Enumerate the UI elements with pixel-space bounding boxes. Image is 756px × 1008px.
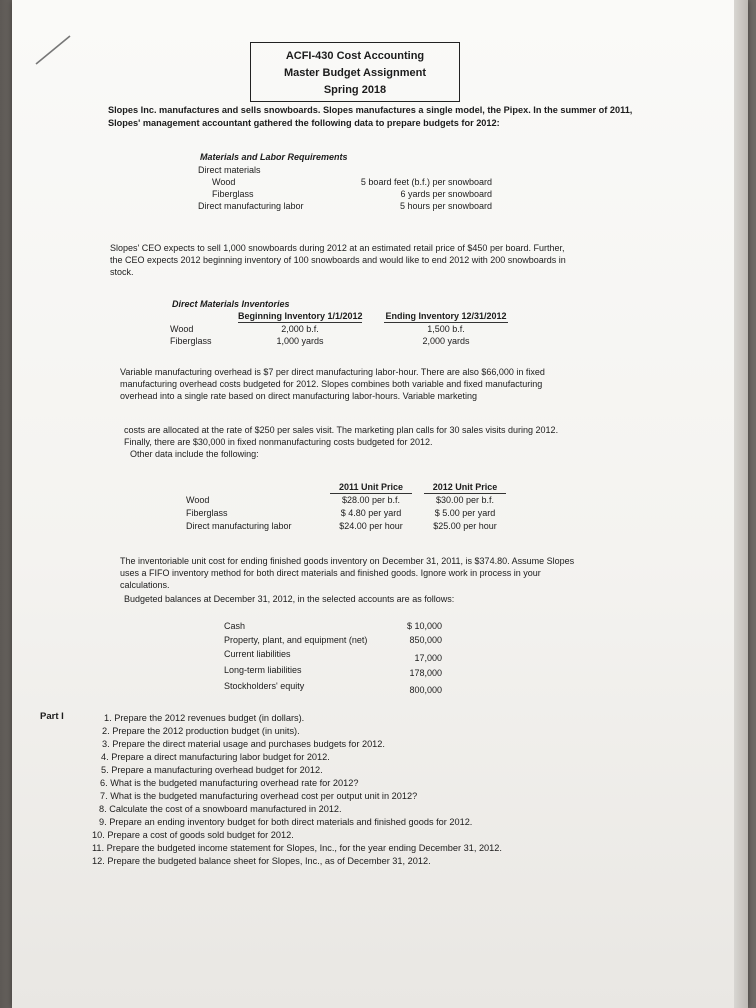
balance-row-equity-label: Stockholders' equity xyxy=(224,681,305,691)
document-page xyxy=(12,0,748,1008)
price-row-wood-2012: $30.00 per b.f. xyxy=(435,495,495,505)
assignment-title: Master Budget Assignment xyxy=(283,67,426,79)
balances-intro: Budgeted balances at December 31, 2012, in the selected accounts are as follows: xyxy=(124,594,455,604)
price-row-labor-2012: $25.00 per hour xyxy=(433,521,497,531)
price-row-fiberglass-2012: $ 5.00 per yard xyxy=(434,508,496,518)
pencil-check-mark xyxy=(34,34,74,68)
ceo-paragraph: Slopes' CEO expects to sell 1,000 snowboards during 2012 at an estimated retail price of $450 per board. Further, the CEO expects 2012 beginning inventory of 100 snowboards and would like to end 2012 with 200 snowboards in stock. xyxy=(110,243,566,277)
dm-row-fiberglass-label: Fiberglass xyxy=(170,336,212,346)
price-row-wood-label: Wood xyxy=(186,495,210,505)
page-edge xyxy=(734,0,748,1008)
balance-row-cash-label: Cash xyxy=(224,621,246,631)
task-item: 10. Prepare a cost of goods sold budget for 2012. xyxy=(92,830,294,840)
task-item: 4. Prepare a direct manufacturing labor budget for 2012. xyxy=(101,752,330,762)
ml-row-labor-value: 5 hours per snowboard xyxy=(399,201,492,211)
task-item: 12. Prepare the budgeted balance sheet for Slopes, Inc., as of December 31, 2012. xyxy=(92,856,431,866)
price-col-2011: 2011 Unit Price xyxy=(330,481,412,494)
inventoriable-paragraph: The inventoriable unit cost for ending finished goods inventory on December 31, 2011, is $374.80. Assume Slopes uses a FIFO inventory method for both direct materials and finished goods. Ignore work in process in your calculations. xyxy=(120,556,575,590)
dm-inventories-heading: Direct Materials Inventories xyxy=(172,299,290,309)
dm-row-fiberglass-end: 2,000 yards xyxy=(422,336,470,346)
task-item: 6. What is the budgeted manufacturing overhead rate for 2012? xyxy=(100,778,359,788)
dm-row-wood-begin: 2,000 b.f. xyxy=(281,324,319,334)
balance-row-current-label: Current liabilities xyxy=(224,649,291,659)
other-data-label: Other data include the following: xyxy=(130,449,259,459)
dm-col-begin: Beginning Inventory 1/1/2012 xyxy=(238,311,363,321)
task-item: 7. What is the budgeted manufacturing overhead cost per output unit in 2012? xyxy=(100,791,418,801)
task-item: 5. Prepare a manufacturing overhead budget for 2012. xyxy=(101,765,323,775)
dm-row-wood-label: Wood xyxy=(170,324,194,334)
task-item: 11. Prepare the budgeted income statement for Slopes, Inc., for the year ending December 31, 2012. xyxy=(92,843,502,853)
marketing-paragraph: costs are allocated at the rate of $250 per sales visit. The marketing plan calls for 30 sales visits during 2012. Finally, there are $30,000 in fixed nonmanufacturing costs budgeted for 2012. xyxy=(124,425,559,447)
balance-row-current-value: 17,000 xyxy=(414,653,442,663)
ml-row-fiberglass-label: Fiberglass xyxy=(212,189,254,199)
dm-col-end: Ending Inventory 12/31/2012 xyxy=(385,311,507,321)
ml-row-wood-label: Wood xyxy=(212,177,236,187)
course-title: ACFI-430 Cost Accounting xyxy=(285,50,425,62)
balance-row-longterm-label: Long-term liabilities xyxy=(224,665,302,675)
ml-row-labor-label: Direct manufacturing labor xyxy=(198,201,304,211)
dm-row-fiberglass-begin: 1,000 yards xyxy=(276,336,324,346)
task-item: 3. Prepare the direct material usage and purchases budgets for 2012. xyxy=(102,739,385,749)
price-row-labor-2011: $24.00 per hour xyxy=(339,521,403,531)
dm-row-wood-end: 1,500 b.f. xyxy=(427,324,465,334)
price-row-fiberglass-label: Fiberglass xyxy=(186,508,228,518)
price-row-labor-label: Direct manufacturing labor xyxy=(186,521,292,531)
price-row-fiberglass-2011: $ 4.80 per yard xyxy=(340,508,402,518)
balance-row-equity-value: 800,000 xyxy=(409,685,442,695)
overhead-paragraph: Variable manufacturing overhead is $7 per direct manufacturing labor-hour. There are also $66,000 in fixed manufacturing overhead costs budgeted for 2012. Slopes combines both variable and fixed manufacturing overhead into a single rate based on direct manufacturing labor-hours. Variable marketing xyxy=(120,367,545,401)
task-item: 9. Prepare an ending inventory budget for both direct materials and finished goods for 2012. xyxy=(99,817,473,827)
price-col-2012: 2012 Unit Price xyxy=(424,481,506,494)
ml-row-wood-value: 5 board feet (b.f.) per snowboard xyxy=(360,177,492,187)
term-title: Spring 2018 xyxy=(323,84,387,96)
balance-row-ppe-label: Property, plant, and equipment (net) xyxy=(224,635,368,645)
price-row-wood-2011: $28.00 per b.f. xyxy=(341,495,401,505)
ml-row-fiberglass-value: 6 yards per snowboard xyxy=(400,189,492,199)
balance-row-longterm-value: 178,000 xyxy=(409,668,442,678)
title-box xyxy=(250,42,460,102)
materials-labor-heading: Materials and Labor Requirements xyxy=(200,152,348,162)
direct-materials-label: Direct materials xyxy=(198,165,261,175)
balance-row-cash-value: $ 10,000 xyxy=(406,621,442,631)
intro-paragraph: Slopes Inc. manufactures and sells snowboards. Slopes manufactures a single model, the Pipex. In the summer of 2011, Slopes' management accountant gathered the following data to prepare budgets for 2012: xyxy=(108,105,633,128)
balance-row-ppe-value: 850,000 xyxy=(409,635,442,645)
part-label: Part I xyxy=(40,711,64,722)
task-item: 2. Prepare the 2012 production budget (in units). xyxy=(102,726,300,736)
task-item: 1. Prepare the 2012 revenues budget (in dollars). xyxy=(104,713,305,723)
task-item: 8. Calculate the cost of a snowboard manufactured in 2012. xyxy=(99,804,342,814)
